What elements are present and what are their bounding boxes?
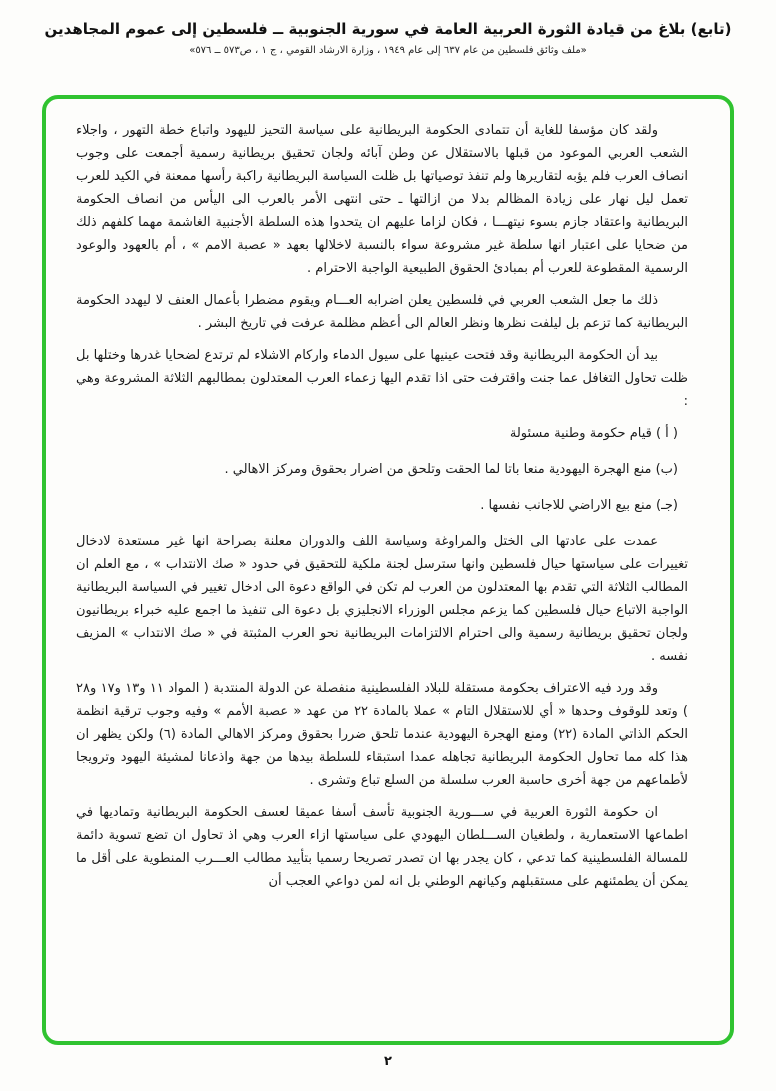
- document-source-line: «ملف وثائق فلسطين من عام ٦٣٧ إلى عام ١٩٤٩ ، وزارة الارشاد القومي ، ج ١ ، ص٥٧٣ ــ ٥٧٦»: [189, 45, 587, 56]
- demand-item-a: ( أ ) قيام حكومة وطنية مسئولة: [509, 426, 678, 441]
- demand-item-c: (جـ) منع بيع الاراضي للاجانب نفسها .: [480, 498, 678, 513]
- paragraph-intro: ولقد كان مؤسفا للغاية أن تتمادى الحكومة البريطانية على سياسة التحيز لليهود واتباع خطة التهور ، واجلاء الشعب العربي الموعود من قبلها بالاستقلال عن وطن آبائه ولجان تحقيق بريطانية رسمية أجمعت على وجوب انصاف العرب فلم يؤبه لتقاريرها ولم تنفذ توصياتها بل ظلت السياسة البريطانية راكبة رأسها ممعنة في الكيد للعرب تعمل ليل نهار على زيادة المظالم بدلا من ازالتها ـ حتى انتهى الأمر بالعرب الى اليأس من انصاف الحكومة البريطانية واعتقاد جازم بسوء نيتهـــا ، فكان لزاما عليهم ان يتحدوا هذه السلطة الأجنبية الغاشمة مهما كلفهم ذلك من ضحايا على اعتبار انها سلطة غير مشروعة سواء بالنسبة لاخلالها بعهد « عصبة الامم » ، أم بالعهود والوعود الرسمية المقطوعة للعرب أم بمبادئ الحقوق الطبيعية الواجبة الاحترام .: [76, 123, 688, 276]
- paragraph-evasion: عمدت على عادتها الى الختل والمراوغة وسياسة اللف والدوران معلنة بصراحة انها غير مستعدة لادخال تغييرات على سياستها حيال فلسطين وانها سترسل لجنة ملكية للتحقيق في حدود « صك الانتداب » ، مع العلم ان المطالب الثلاثة التي تقدم بها المعتدلون من العرب لم تكن في الواقع دعوة الى ادخال تغيير في السياسة البريطانية الواجبة الاتباع حيال فلسطين كما يزعم مجلس الوزراء الانجليزي بل دعوة الى تنفيذ ما اجمع عليه خبراء بريطانيون ولجان تحقيق بريطانية رسمية والى احترام الالتزامات البريطانية نحو العرب المثبتة في « صك الانتداب » المزيف نفسه .: [76, 534, 688, 664]
- paragraph-strike: ذلك ما جعل الشعب العربي في فلسطين يعلن اضرابه العـــام ويقوم مضطرا بأعمال العنف لا ليهدد الحكومة البريطانية كما تزعم بل ليلفت نظرها ونظر العالم الى أعظم مظلمة عرفت في تاريخ البشر .: [76, 293, 688, 331]
- document-body: [46, 99, 730, 893]
- document-header: [0, 0, 776, 56]
- green-border-frame: [42, 95, 734, 1045]
- document-title: (تابع) بلاغ من قيادة الثورة العربية العامة في سورية الجنوبية ــ فلسطين إلى عموم المجاهدين: [44, 20, 732, 38]
- demand-item-b: (ب) منع الهجرة اليهودية منعا باتا لما الحقت وتلحق من اضرار بحقوق ومركز الاهالي .: [224, 462, 678, 477]
- page-number: ٢: [384, 1054, 392, 1069]
- paragraph-mandate: وقد ورد فيه الاعتراف بحكومة مستقلة للبلاد الفلسطينية منفصلة عن الدولة المنتدبة ( المواد ١١ و١٣ و١٧ و٢٨ ) وتعد للوقوف وحدها « أي للاستقلال التام » عملا بالمادة ٢٢ من عهد « عصبة الأمم » وفيه وجوب ترقية انظمة الحكم الذاتي المادة (٢٢) ومنع الهجرة اليهودية عندما تلحق ضررا بحقوق ومركز الاهالي المادة (٦) ولكن يظهر ان هذا كله مما تحاول الحكومة البريطانية تجاهله عمدا استبقاء للسلطة بيدها من جهة واذعانا لمشيئة اليهود وترويجا لأطماعهم من جهة أخرى حاسبة العرب سلسلة من السلع تباع وتشرى .: [76, 681, 689, 788]
- paragraph-closing: ان حكومة الثورة العربية في ســـورية الجنوبية تأسف أسفا عميقا لعسف الحكومة البريطانية وتماديها في اطماعها الاستعمارية ، ولطغيان الســـلطان اليهودي على سياستها ازاء العرب وهي اذ تحاول ان تضع تسوية دائمة للمسالة الفلسطينية كما تدعي ، كان يجدر بها ان تصدر تصريحا رسميا بتأييد مطالب العـــرب المنطوية على أقل ما يمكن أن يطمئنهم على مستقبلهم وكيانهم الوطني بل انه لمن دواعي العجب أن: [76, 805, 688, 889]
- paragraph-demands-lead: بيد أن الحكومة البريطانية وقد فتحت عينيها على سيول الدماء واركام الاشلاء لم ترتدع لضحايا غدرها وختلها بل ظلت تحاول التغافل عما جنت واقترفت حتى اذا تقدم اليها زعماء العرب المعتدلون بمطالبهم الثلاثة المشروعة وهي :: [76, 348, 688, 409]
